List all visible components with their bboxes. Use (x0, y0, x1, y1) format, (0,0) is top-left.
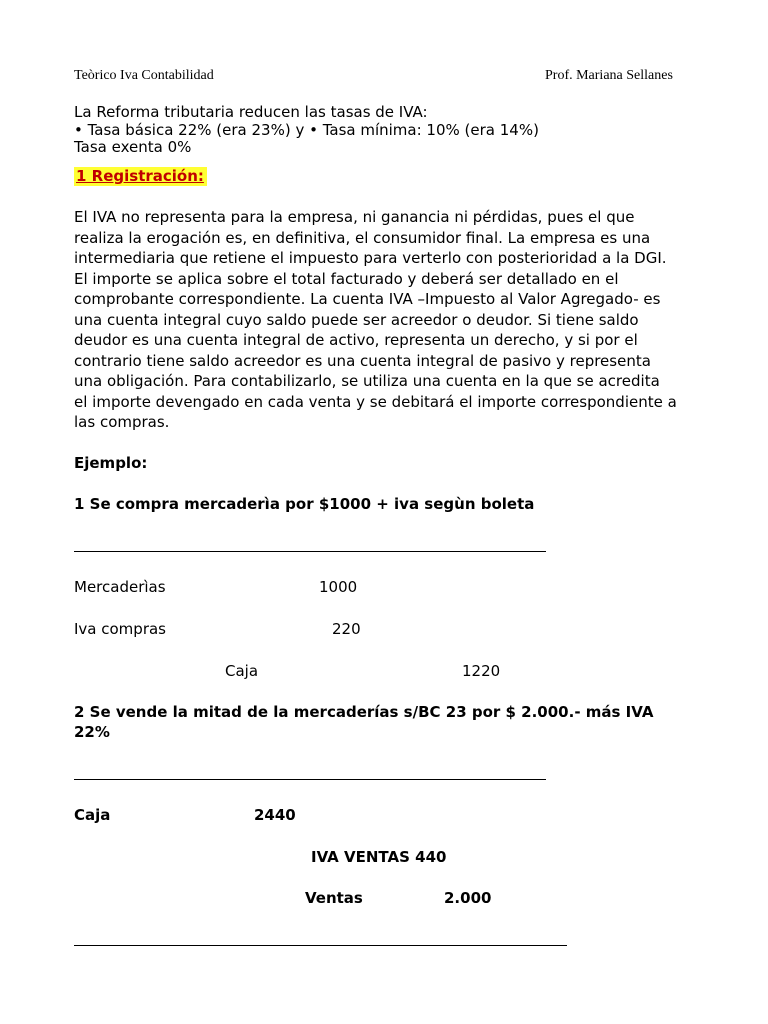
ex2-amount-iva-ventas: 440 (415, 848, 447, 866)
ex2-account-iva-ventas (311, 848, 446, 866)
paragraph-line: realiza la erogación es, en definitiva, el consumidor final. La empresa es una (74, 228, 651, 247)
ex1-account-iva-compras: Iva compras (74, 620, 166, 638)
section-title-text: 1 Registración: (74, 167, 207, 186)
paragraph-line: las compras. (74, 413, 170, 431)
doc-header-left: Teòrico Iva Contabilidad (74, 68, 214, 83)
ex1-account-mercaderias: Mercaderìas (74, 578, 166, 596)
intro-line-2: • Tasa básica 22% (era 23%) y • Tasa mínima: 10% (era 14%) (74, 121, 539, 139)
doc-header-right: Prof. Mariana Sellanes (545, 68, 673, 83)
intro-line-3: Tasa exenta 0% (74, 138, 192, 156)
journal-separator (74, 779, 546, 780)
ex2-amount-ventas: 2.000 (444, 889, 492, 907)
example-1-title: 1 Se compra mercaderìa por $1000 + iva segùn boleta (74, 495, 535, 513)
paragraph-line: intermediaria que retiene el impuesto para verterlo con posterioridad a la DGI. (74, 249, 667, 267)
paragraph-line: contrario tiene saldo acreedor es una cuenta integral de pasivo y representa (74, 351, 651, 370)
example-label: Ejemplo: (74, 454, 148, 472)
body-paragraph (74, 207, 699, 433)
ex2-amount-caja: 2440 (254, 806, 296, 824)
paragraph-line: El IVA no representa para la empresa, ni ganancia ni pérdidas, pues el que (74, 208, 635, 226)
paragraph-line: una obligación. Para contabilizarlo, se utiliza una cuenta en la que se acredita (74, 372, 660, 390)
ex1-amount-mercaderias: 1000 (319, 578, 358, 596)
ex1-account-caja: Caja (225, 662, 259, 680)
ex2-account-caja: Caja (74, 806, 111, 824)
paragraph-line: comprobante correspondiente. La cuenta IVA –Impuesto al Valor Agregado- es (74, 290, 661, 308)
paragraph-line: una cuenta integral cuyo saldo puede ser acreedor o deudor. Si tiene saldo (74, 310, 639, 329)
example-2-title-line-1: 2 Se vende la mitad de la mercaderías s/BC 23 por $ 2.000.- más IVA (74, 703, 654, 721)
paragraph-line: El importe se aplica sobre el total facturado y deberá ser detallado en el (74, 269, 619, 288)
example-2-title-line-2: 22% (74, 723, 110, 741)
paragraph-line: deudor es una cuenta integral de activo, representa un derecho, y si por el (74, 331, 638, 349)
ex2-account-ventas: Ventas (305, 889, 363, 907)
section-title (74, 167, 207, 185)
ex1-amount-iva-compras: 220 (332, 620, 361, 638)
ex1-amount-caja: 1220 (462, 662, 501, 680)
journal-separator (74, 945, 567, 946)
paragraph-line: el importe devengado en cada venta y se debitará el importe correspondiente a (74, 392, 677, 411)
intro-line-1: La Reforma tributaria reducen las tasas de IVA: (74, 103, 428, 121)
journal-separator (74, 551, 546, 552)
ex2-iva-ventas-label: IVA VENTAS (311, 848, 410, 866)
